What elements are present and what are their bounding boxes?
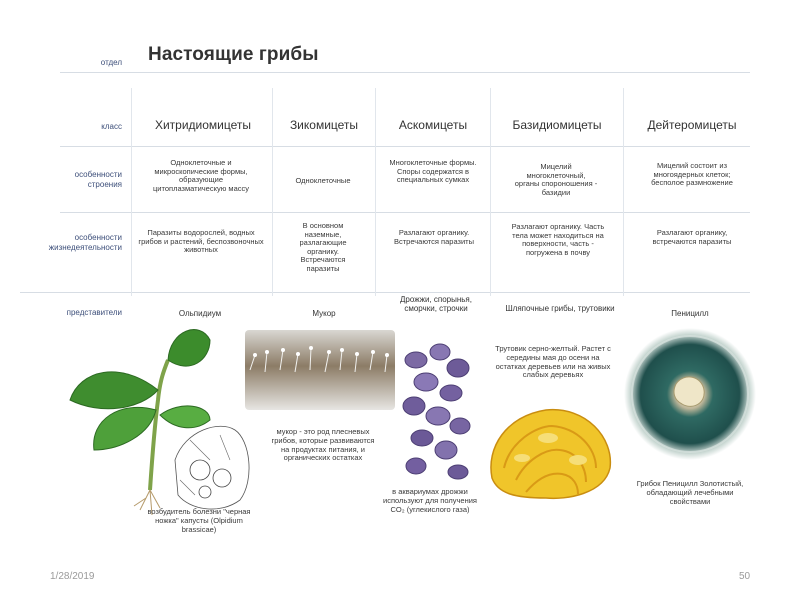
caption-polypore: Трутовик серно-желтый. Растет с середины мая до осени на остатках деревьев или на живых слабых деревьях — [495, 344, 611, 380]
lifestyle-ascomycetes: Разлагают органику. Встречаются паразиты — [393, 228, 474, 246]
lifestyle-deuteromycetes: Разлагают органику, встречаются паразиты — [652, 228, 732, 246]
structure-ascomycetes: Многоклеточные формы. Споры содержатся в специальных сумках — [389, 158, 477, 185]
lifestyle-zygomycetes: В основном наземные, разлагающие органику. Встречаются паразиты — [299, 221, 347, 273]
grid-col-1 — [131, 88, 132, 296]
yeast-image — [396, 338, 476, 486]
page-number: 50 — [739, 571, 751, 582]
grid-line-class — [60, 146, 750, 147]
row-label-structure: особенности строения — [74, 170, 122, 189]
page-title: Настоящие грибы — [148, 44, 319, 65]
polypore-image — [486, 398, 616, 502]
olpidium-seedling-image — [60, 320, 260, 520]
grid-col-4 — [490, 88, 491, 296]
penicillium-image — [622, 326, 758, 462]
grid-col-3 — [375, 88, 376, 296]
grid-line-top — [60, 72, 750, 73]
row-label-division: отдел — [100, 58, 122, 67]
structure-zygomycetes: Одноклеточные — [295, 176, 351, 185]
caption-yeast: в аквариумах дрожжи используют для получения CO₂ (углекислого газа) — [383, 487, 477, 514]
grid-col-5 — [623, 88, 624, 296]
structure-deuteromycetes: Мицелий состоит из многоядерных клеток; бесполое размножение — [651, 161, 733, 188]
class-header-deuteromycetes: Дейтеромицеты — [647, 118, 737, 132]
lifestyle-basidiomycetes: Разлагают органику. Часть тела может находиться на поверхности, часть - погружена в почву — [511, 222, 605, 257]
grid-col-2 — [272, 88, 273, 296]
lifestyle-chytrid: Паразиты водорослей, водных грибов и растений, беспозвоночных животных — [138, 228, 264, 255]
mucor-image — [245, 330, 395, 410]
representative-deuteromycetes: Пеницилл — [671, 309, 709, 318]
structure-basidiomycetes: Мицелий многоклеточный, органы спороношения - базидии — [514, 162, 598, 197]
caption-olpidium: возбудитель болезни "черная ножка" капусты (Olpidium brassicae) — [147, 507, 251, 534]
class-header-ascomycetes: Аскомицеты — [398, 118, 468, 132]
representative-zygomycetes: Мукор — [312, 309, 336, 318]
class-header-basidiomycetes: Базидиомицеты — [512, 118, 602, 132]
row-label-representatives: представители — [66, 308, 122, 317]
representative-basidiomycetes: Шляпочные грибы, трутовики — [505, 304, 615, 313]
caption-penicillium: Грибок Пеницилл Золотистый, обладающий лечебными свойствами — [636, 479, 744, 506]
grid-line-lifestyle — [20, 292, 750, 293]
structure-chytrid: Одноклеточные и микроскопические формы, образующие цитоплазматическую массу — [153, 158, 249, 193]
footer-date: 1/28/2019 — [50, 571, 95, 582]
grid-line-structure — [60, 212, 750, 213]
caption-mucor: мукор - это род плесневых грибов, которые развиваются на продуктах питания, и органических остатках — [271, 427, 375, 463]
class-header-zygomycetes: Зикомицеты — [289, 118, 359, 132]
row-label-lifestyle: особенности жизнедеятельности — [48, 233, 122, 252]
class-header-chytrid: Хитридиомицеты — [154, 118, 252, 132]
row-label-class: класс — [101, 122, 122, 131]
representative-ascomycetes: Дрожжи, спорынья, сморчки, строчки — [400, 295, 472, 313]
representative-chytrid: Ольпидиум — [178, 309, 222, 318]
